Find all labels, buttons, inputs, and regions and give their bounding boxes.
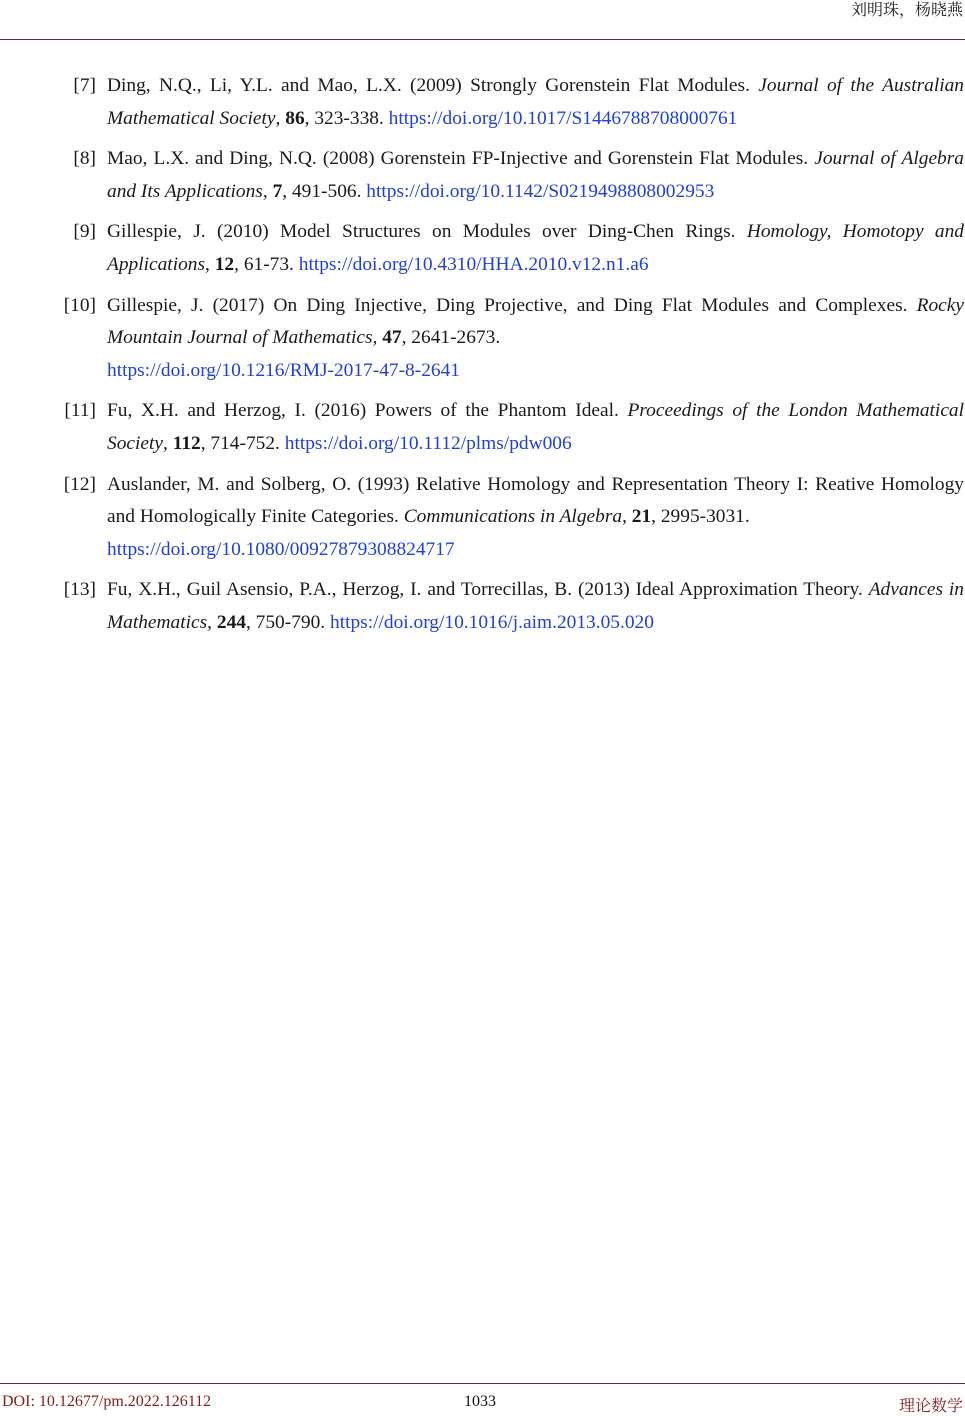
reference-volume: 86	[285, 107, 305, 129]
reference-number: [11]	[64, 400, 96, 422]
reference-doi-link[interactable]: https://doi.org/10.1017/S1446788708000761	[388, 107, 738, 129]
reference-text: Auslander, M. and Solberg, O. (1993) Relative Homology and Representation Theory I: Reative Homology and Homologically Finite Categories.	[107, 473, 964, 528]
reference-pages: , 2995-3031.	[651, 506, 750, 528]
reference-item	[0, 574, 965, 639]
reference-journal: Communications in Algebra	[403, 506, 623, 528]
reference-pages: , 491-506.	[282, 180, 367, 202]
reference-item	[0, 469, 965, 567]
reference-text: Ding, N.Q., Li, Y.L. and Mao, L.X. (2009) Strongly Gorenstein Flat Modules.	[107, 75, 759, 96]
reference-number: [10]	[63, 294, 96, 316]
reference-body: Auslander, M. and Solberg, O. (1993) Relative Homology and Representation Theory I: Reative Homology and Homologically Finite Categories. Communications in Algebra, 21, 2995-3031. https://doi.org/10.1080/00927879308824717	[107, 469, 964, 567]
reference-item	[0, 70, 965, 135]
reference-text: Gillespie, J. (2017) On Ding Injective, Ding Projective, and Ding Flat Modules and Complexes.	[107, 294, 917, 316]
page-number: 1033	[464, 1393, 496, 1410]
reference-text: Fu, X.H., Guil Asensio, P.A., Herzog, I. and Torrecillas, B. (2013) Ideal Approximation Theory.	[107, 579, 869, 601]
reference-doi-link[interactable]: https://doi.org/10.1112/plms/pdw006	[284, 432, 572, 454]
reference-text: Fu, X.H. and Herzog, I. (2016) Powers of the Phantom Ideal.	[107, 400, 628, 422]
reference-body: Gillespie, J. (2017) On Ding Injective, Ding Projective, and Ding Flat Modules and Complexes. Rocky Mountain Journal of Mathematics, 47, 2641-2673. https://doi.org/10.1216/RMJ-2017-47-8-2641	[107, 290, 964, 388]
reference-doi-link[interactable]: https://doi.org/10.1016/j.aim.2013.05.020	[330, 611, 654, 633]
reference-text: Gillespie, J. (2010) Model Structures on Modules over Ding-Chen Rings.	[107, 221, 747, 243]
page-header	[0, 0, 965, 40]
reference-pages: , 714-752.	[200, 432, 285, 454]
reference-text: Mao, L.X. and Ding, N.Q. (2008) Gorenstein FP-Injective and Gorenstein Flat Modules.	[107, 148, 815, 170]
page-footer	[0, 1383, 965, 1414]
reference-pages: , 2641-2673.	[401, 327, 501, 349]
reference-journal: Rocky Mountain Journal of Mathematics	[107, 294, 964, 349]
reference-volume: 47	[382, 327, 402, 349]
reference-list	[0, 70, 965, 648]
reference-item	[0, 290, 965, 388]
reference-number: [9]	[73, 221, 96, 243]
reference-item	[0, 216, 965, 281]
reference-item	[0, 395, 965, 460]
reference-volume: 21	[631, 506, 652, 528]
reference-number: [8]	[73, 148, 96, 170]
reference-volume: 12	[214, 253, 235, 275]
reference-volume: 244	[216, 611, 246, 633]
reference-pages: , 61-73.	[234, 253, 299, 275]
reference-body: Fu, X.H., Guil Asensio, P.A., Herzog, I. and Torrecillas, B. (2013) Ideal Approximation Theory. Advances in Mathematics, 244, 750-790. https://doi.org/10.1016/j.aim.2013.05.020	[107, 579, 964, 633]
reference-volume: 7	[272, 180, 283, 202]
reference-journal: Journal of Algebra and Its Applications	[107, 148, 964, 202]
footer-journal-name: 理论数学	[898, 1398, 963, 1415]
reference-body: Gillespie, J. (2010) Model Structures on Modules over Ding-Chen Rings. Homology, Homotopy and Applications, 12, 61-73. https://doi.org/10.4310/HHA.2010.v12.n1.a6	[107, 221, 965, 275]
reference-body: Mao, L.X. and Ding, N.Q. (2008) Gorenstein FP-Injective and Gorenstein Flat Modules. Journal of Algebra and Its Applications, 7, 491-506. https://doi.org/10.1142/S0219498808002953	[107, 148, 964, 202]
reference-journal: Journal of the Australian Mathematical Society	[107, 75, 964, 129]
reference-doi-link[interactable]: https://doi.org/10.4310/HHA.2010.v12.n1.a6	[298, 253, 649, 275]
reference-number: [12]	[63, 473, 96, 495]
reference-body: Fu, X.H. and Herzog, I. (2016) Powers of the Phantom Ideal. Proceedings of the London Mathematical Society, 112, 714-752. https://doi.org/10.1112/plms/pdw006	[107, 400, 965, 454]
header-authors: 刘明珠，杨晓燕	[850, 0, 963, 19]
reference-doi-link[interactable]: https://doi.org/10.1142/S0219498808002953	[366, 180, 715, 202]
reference-doi-link[interactable]: https://doi.org/10.1080/00927879308824717	[107, 538, 455, 560]
reference-body: Ding, N.Q., Li, Y.L. and Mao, L.X. (2009) Strongly Gorenstein Flat Modules. Journal of the Australian Mathematical Society, 86, 323-338. https://doi.org/10.1017/S1446788708000761	[107, 75, 964, 129]
reference-pages: , 750-790.	[245, 611, 330, 633]
reference-number: [7]	[73, 75, 96, 96]
reference-volume: 112	[172, 432, 201, 454]
reference-number: [13]	[63, 579, 96, 601]
reference-item	[0, 143, 965, 208]
reference-doi-link[interactable]: https://doi.org/10.1216/RMJ-2017-47-8-2641	[107, 359, 460, 381]
reference-journal: Homology, Homotopy and Applications	[107, 221, 965, 275]
reference-pages: , 323-338.	[304, 107, 389, 129]
footer-doi[interactable]: DOI: 10.12677/pm.2022.126112	[2, 1393, 212, 1410]
reference-journal: Advances in Mathematics	[107, 579, 964, 633]
reference-journal: Proceedings of the London Mathematical Society	[107, 400, 965, 454]
